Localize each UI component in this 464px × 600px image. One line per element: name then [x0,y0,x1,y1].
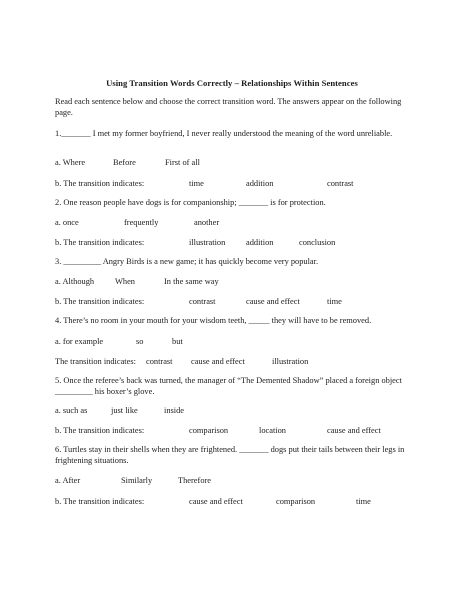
question-5-indicates-label: b. The transition indicates: [55,426,145,435]
question-6-option-b: Similarly [121,476,153,485]
question-4-option-a: a. for example [55,337,104,346]
question-4-option-b: so [136,337,144,346]
question-3-indicates-choice-3: time [327,297,342,306]
question-6-option-a: a. After [55,476,81,485]
question-4-indicates-label: The transition indicates: [55,357,136,366]
question-2-indicates-choice-1: illustration [189,238,226,247]
question-3-indicates-choice-1: contrast [189,297,216,306]
instructions: Read each sentence below and choose the correct transition word. The answers appear on the following page. [55,97,402,117]
question-1-indicates-choice-3: contrast [327,179,354,188]
question-2-option-a: a. once [55,218,79,227]
question-1-indicates-choice-2: addition [246,179,274,188]
question-3-indicates-label: b. The transition indicates: [55,297,145,306]
question-5-text: 5. Once the referee’s back was turned, the manager of “The Demented Shadow” placed a foreign object _________ his boxer’s glove. [55,376,402,396]
question-3-text: 3. _________ Angry Birds is a new game; it has quickly become very popular. [55,257,319,266]
page-title: Using Transition Words Correctly – Relationships Within Sentences [106,78,358,88]
question-6-option-c: Therefore [178,476,212,485]
question-6-text: 6. Turtles stay in their shells when they are frightened. _______ dogs put their tails between their legs in frightening situations. [55,445,405,465]
question-5-option-c: inside [164,406,185,415]
question-2-indicates-choice-2: addition [246,238,274,247]
question-5-option-a: a. such as [55,406,88,415]
question-2-text: 2. One reason people have dogs is for companionship; _______ is for protection. [55,198,326,207]
question-3-indicates-choice-2: cause and effect [246,297,300,306]
question-3-option-c: In the same way [164,277,219,286]
question-1-text: 1._______ I met my former boyfriend, I never really understood the meaning of the word unreliable. [55,129,393,138]
question-3-option-b: When [115,277,135,286]
question-5-indicates-choice-2: location [259,426,286,435]
question-1-option-b: Before [113,158,136,167]
question-4-indicates-choice-2: cause and effect [191,357,245,366]
question-6-indicates-choice-3: time [356,497,371,506]
question-4-text: 4. There’s no room in your mouth for your wisdom teeth, _____ they will have to be removed. [55,316,372,325]
question-1-indicates-choice-1: time [189,179,204,188]
question-1-option-a: a. Where [55,158,86,167]
question-5-indicates-choice-1: comparison [189,426,229,435]
question-3-option-a: a. Although [55,277,95,286]
question-2-option-b: frequently [124,218,159,227]
question-1-option-c: First of all [165,158,200,167]
question-6-indicates-choice-1: cause and effect [189,497,243,506]
question-2-indicates-label: b. The transition indicates: [55,238,145,247]
question-4-indicates-choice-1: contrast [146,357,173,366]
question-1-indicates-label: b. The transition indicates: [55,179,145,188]
question-4-option-c: but [172,337,183,346]
question-6-indicates-label: b. The transition indicates: [55,497,145,506]
question-2-indicates-choice-3: conclusion [299,238,336,247]
question-2-option-c: another [194,218,220,227]
question-5-option-b: just like [111,406,138,415]
question-6-indicates-choice-2: comparison [276,497,316,506]
question-5-indicates-choice-3: cause and effect [327,426,381,435]
question-4-indicates-choice-3: illustration [272,357,309,366]
